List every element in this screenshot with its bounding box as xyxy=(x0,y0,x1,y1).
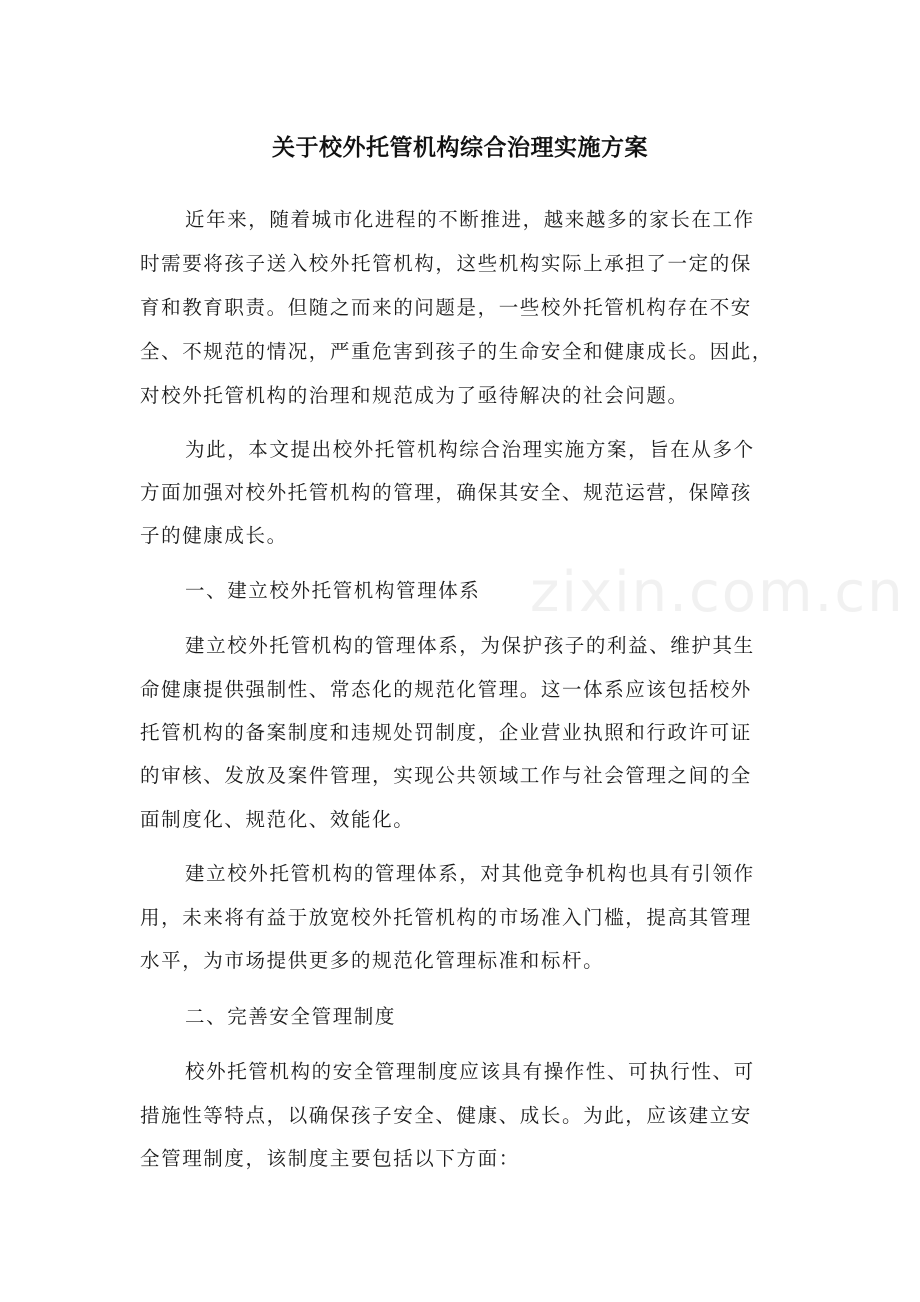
document-title: 关于校外托管机构综合治理实施方案 xyxy=(272,135,648,161)
paragraph-line: 建立校外托管机构的管理体系，为保护孩子的利益、维护其生 xyxy=(185,634,755,657)
paragraph-line: 水平，为市场提供更多的规范化管理标准和标杆。 xyxy=(140,949,605,972)
paragraph-line: 面制度化、规范化、效能化。 xyxy=(140,808,415,831)
paragraph-line: 命健康提供强制性、常态化的规范化管理。这一体系应该包括校外 xyxy=(140,678,752,701)
watermark: zixin.com.cn xyxy=(530,560,905,625)
paragraph-line: 子的健康成长。 xyxy=(140,524,288,547)
paragraph-line: 全管理制度，该制度主要包括以下方面： xyxy=(140,1147,520,1170)
section-heading: 二、完善安全管理制度 xyxy=(185,1005,397,1028)
paragraph-line: 方面加强对校外托管机构的管理，确保其安全、规范运营，保障孩 xyxy=(140,481,752,504)
paragraph-line: 对校外托管机构的治理和规范成为了亟待解决的社会问题。 xyxy=(140,384,689,407)
paragraph-line: 托管机构的备案制度和违规处罚制度，企业营业执照和行政许可证 xyxy=(140,721,752,744)
paragraph-line: 校外托管机构的安全管理制度应该具有操作性、可执行性、可 xyxy=(185,1060,755,1083)
paragraph-line: 为此，本文提出校外托管机构综合治理实施方案，旨在从多个 xyxy=(185,438,755,461)
paragraph-line: 近年来，随着城市化进程的不断推进，越来越多的家长在工作 xyxy=(185,208,755,231)
paragraph-line: 全、不规范的情况，严重危害到孩子的生命安全和健康成长。因此， xyxy=(140,340,774,363)
paragraph-line: 措施性等特点，以确保孩子安全、健康、成长。为此，应该建立安 xyxy=(140,1104,752,1127)
section-heading: 一、建立校外托管机构管理体系 xyxy=(185,579,481,602)
paragraph-line: 的审核、发放及案件管理，实现公共领域工作与社会管理之间的全 xyxy=(140,764,752,787)
paragraph-line: 用，未来将有益于放宽校外托管机构的市场准入门槛，提高其管理 xyxy=(140,906,752,929)
paragraph-line: 育和教育职责。但随之而来的问题是，一些校外托管机构存在不安 xyxy=(140,296,752,319)
paragraph-line: 建立校外托管机构的管理体系，对其他竞争机构也具有引领作 xyxy=(185,862,755,885)
paragraph-line: 时需要将孩子送入校外托管机构，这些机构实际上承担了一定的保 xyxy=(140,252,752,275)
